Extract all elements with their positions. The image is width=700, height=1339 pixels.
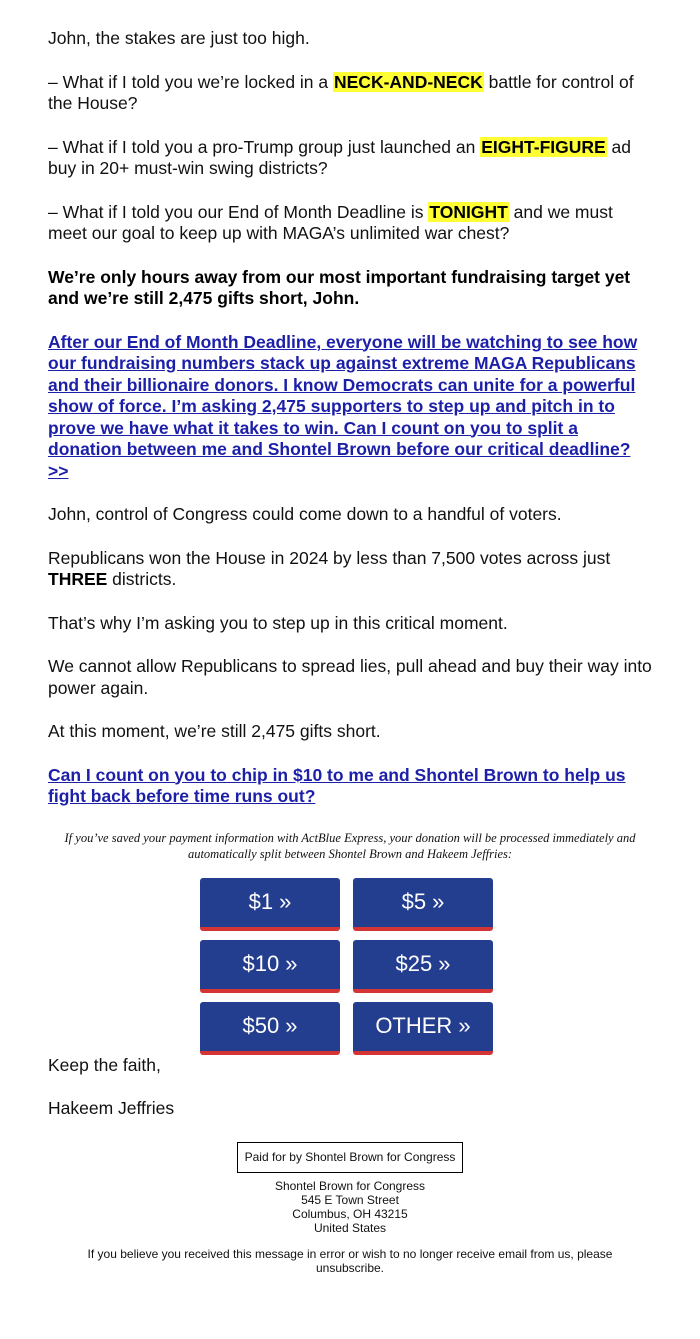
donate-other-button[interactable]: OTHER » [353,1002,493,1055]
text-segment: – What if I told you we’re locked in a [48,71,333,92]
lies-paragraph: We cannot allow Republicans to spread lies, pull ahead and buy their way into power again. [48,656,652,698]
congress-paragraph: John, control of Congress could come down to a handful of voters. [48,504,562,524]
donate-50-button[interactable]: $50 » [200,1002,340,1055]
highlight-tonight: TONIGHT [429,201,508,222]
donation-button-grid [200,878,500,1055]
intro-paragraph: John, the stakes are just too high. [48,28,310,48]
gifts-short-paragraph: We’re only hours away from our most important fundraising target yet and we’re still 2,475 gifts short, John. [48,266,631,308]
donate-10-button[interactable]: $10 » [200,940,340,993]
highlight-neck-and-neck: NECK-AND-NECK [334,71,483,92]
split-donation-link[interactable]: After our End of Month Deadline, everyone will be watching to see how our fundraising numbers stack up against extreme MAGA Republicans and their billionaire donors. I know Democrats can unite for a powerful show of force. I’m asking 2,475 supporters to step up and pitch in to prove we have what it takes to win. Can I count on you to split a donation between me and Shontel Brown before our critical deadline? >> [48,331,638,481]
chip-in-link-paragraph [48,765,652,808]
donate-link-paragraph [48,332,652,483]
address-line: Columbus, OH 43215 [292,1206,408,1221]
address-line: 545 E Town Street [301,1192,399,1207]
closing-line: Keep the faith, [48,1054,161,1075]
donate-25-button[interactable]: $25 » [353,940,493,993]
text-segment: Republicans won the House in 2024 by less than 7,500 votes across just [48,547,611,568]
still-short-paragraph: At this moment, we’re still 2,475 gifts short. [48,721,381,741]
address-line: United States [313,1220,387,1235]
unsubscribe-note: If you believe you received this message in error or wish to no longer receive email from us, please unsubscribe. [87,1246,613,1275]
donate-5-button[interactable]: $5 » [353,878,493,931]
actblue-express-note: If you’ve saved your payment information with ActBlue Express, your donation will be processed immediately and automatically split between Shontel Brown and Hakeem Jeffries: [64,830,636,861]
step-up-paragraph: That’s why I’m asking you to step up in this critical moment. [48,612,508,633]
bold-three: THREE [48,569,108,589]
text-segment: battle for control of the House? [48,71,634,113]
donate-1-button[interactable]: $1 » [200,878,340,931]
paid-for-box: Paid for by Shontel Brown for Congress [237,1142,464,1173]
text-segment: – What if I told you a pro-Trump group just launched an [48,136,481,157]
eight-figure-paragraph [48,137,652,180]
text-segment: districts. [107,569,177,589]
deadline-paragraph [48,202,652,245]
text-segment: – What if I told you our End of Month Deadline is [48,201,429,222]
three-districts-paragraph [48,548,652,591]
text-segment: and we must meet our goal to keep up with MAGA’s unlimited war chest? [48,201,613,243]
paid-for-wrapper [48,1142,652,1173]
neck-and-neck-paragraph [48,72,652,115]
address-line: Shontel Brown for Congress [274,1178,426,1193]
highlight-eight-figure: EIGHT-FIGURE [481,136,606,157]
signature: Hakeem Jeffries [48,1098,175,1118]
chip-in-10-link[interactable]: Can I count on you to chip in $10 to me and Shontel Brown to help us fight back before time runs out? [48,764,626,806]
text-segment: ad buy in 20+ must-win swing districts? [48,136,632,178]
mailing-address [48,1179,652,1235]
